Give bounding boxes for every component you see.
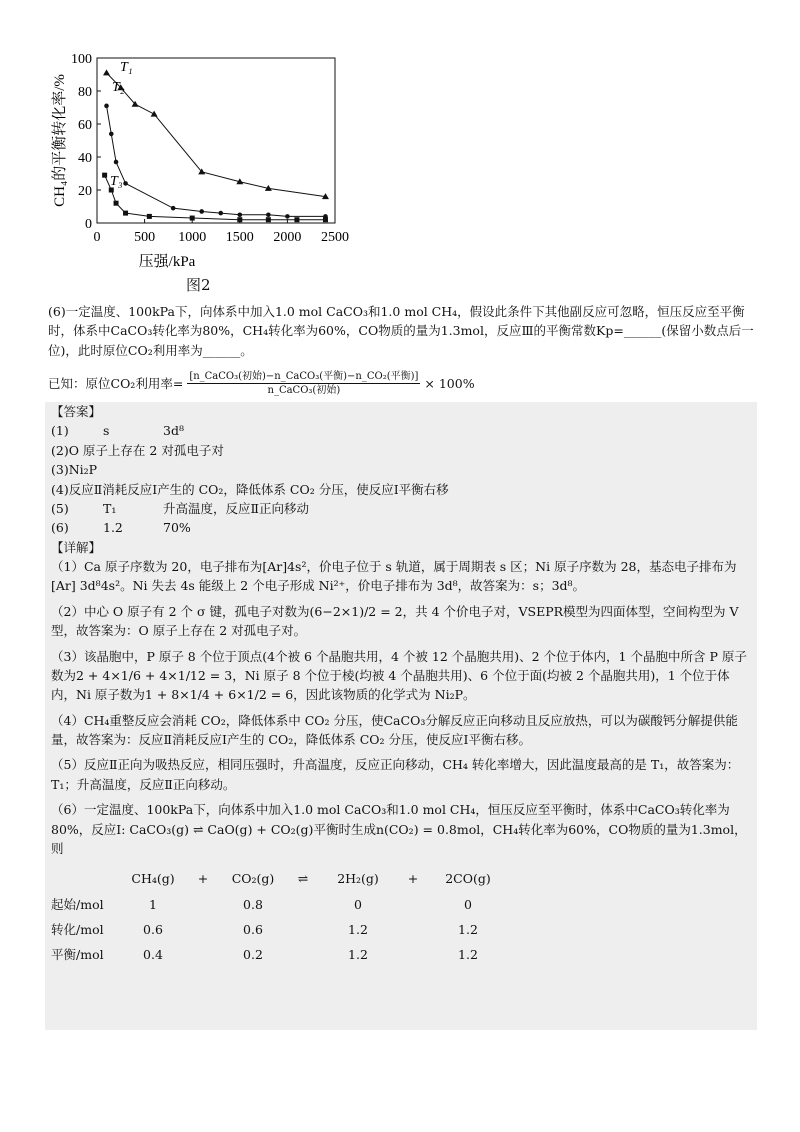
data-point (285, 214, 290, 219)
formula-fraction (187, 370, 420, 397)
formula-numerator: [n_CaCO₃(初始)−n_CaCO₃(平衡)−n_CO₂(平衡)] (189, 371, 419, 382)
series-label: T₂ (112, 80, 125, 95)
table-row (51, 892, 503, 917)
answer-row (51, 421, 751, 440)
detail-paragraph: （5）反应Ⅱ正向为吸热反应，相同压强时，升高温度，反应正向移动，CH₄ 转化率增大，因此温度最高的是 T₁，故答案为：T₁；升高温度，反应Ⅱ正向移动。 (51, 757, 740, 792)
x-axis-label: 压强/kPa (138, 254, 196, 270)
table-cell: 0 (354, 896, 362, 912)
table-cell (283, 917, 323, 942)
answer-row (51, 480, 751, 499)
answer-cell: (1) (51, 423, 69, 439)
table-cell (283, 892, 323, 917)
table-cell (183, 942, 223, 967)
data-point (323, 217, 328, 222)
table-cell: 起始/mol (51, 896, 104, 912)
table-cell (51, 866, 123, 891)
answer-cell: (4)反应Ⅱ消耗反应Ⅰ产生的 CO₂，降低体系 CO₂ 分压，使反应Ⅰ平衡右移 (51, 481, 449, 497)
answer-cell: s (103, 423, 110, 439)
data-point (190, 216, 195, 221)
data-point (218, 211, 223, 216)
table-row (51, 866, 503, 891)
answer-list (51, 421, 751, 537)
y-tick-label: 20 (78, 184, 92, 199)
detail-heading: 【详解】 (51, 539, 102, 555)
table-cell: 0.8 (243, 896, 263, 912)
x-tick-label: 0 (93, 230, 101, 245)
table-cell: 转化/mol (51, 922, 104, 937)
data-point (151, 111, 158, 117)
table-cell (183, 892, 223, 917)
y-tick-label: 40 (78, 151, 92, 166)
conversion-chart (50, 45, 350, 273)
x-tick-label: 2500 (321, 230, 349, 245)
formula-suffix: × 100% (424, 375, 475, 391)
plot-frame (97, 58, 335, 223)
table-cell: 2CO(g) (445, 871, 491, 887)
answer-cell: 升高温度，反应Ⅱ正向移动 (163, 500, 309, 516)
table-cell: 平衡/mol (51, 947, 104, 963)
table-cell: 0.6 (243, 922, 263, 937)
y-tick-label: 60 (78, 118, 92, 133)
table-cell (393, 892, 433, 917)
data-point (147, 214, 152, 219)
table-cell (183, 917, 223, 942)
data-point (114, 160, 119, 165)
data-point (102, 173, 107, 178)
formula-prefix: 已知：原位CO₂利用率= (48, 375, 184, 391)
data-point (237, 217, 242, 222)
answer-row (51, 499, 751, 518)
table-cell (283, 942, 323, 967)
table-cell: 1.2 (458, 922, 478, 937)
table-cell: 1 (149, 896, 157, 912)
answer-cell: (5) (51, 500, 69, 516)
data-point (266, 212, 271, 217)
detail-paragraph: （6）一定温度、100kPa下，向体系中加入1.0 mol CaCO₃和1.0 mol CH₄，恒压反应至平衡时，体系中CaCO₃转化率为80%，反应Ⅰ: CaCO₃(g) ⇌ CaO(g) + CO₂(g)平衡时生成n(CO₂) = 0.8mol，CH₄转化率为60%，CO物质的量为1.3mol，则 (51, 802, 747, 856)
answer-row (51, 460, 751, 479)
y-tick-label: 0 (85, 217, 92, 232)
answer-section (45, 402, 757, 1030)
table-cell: 1.2 (348, 922, 368, 937)
table-cell: 0.4 (143, 947, 163, 963)
series-line-1 (107, 73, 326, 197)
data-point (123, 211, 128, 216)
table-row (51, 942, 503, 967)
detail-list (51, 557, 751, 858)
detail-paragraph: （3）该晶胞中，P 原子 8 个位于顶点(4个被 6 个晶胞共用，4 个被 12 个晶胞共用)、2 个位于体内，1 个晶胞中所含 P 原子数为2 + 4×1/6 + 4×1/12 = 3，Ni 原子 8 个位于棱(均被 4 个晶胞共用)、6 个位于面(均被 2 个晶胞共用)，1 个位于体内，Ni 原子数为1 + 8×1/4 + 6×1/2 = 6，因此该物质的化学式为 Ni₂P。 (51, 648, 747, 703)
answer-cell: T₁ (103, 500, 117, 516)
series-label: T₃ (110, 174, 123, 189)
table-cell: + (197, 871, 209, 887)
data-point (123, 181, 128, 186)
table-row (51, 917, 503, 942)
data-point (114, 201, 119, 206)
detail-paragraph: （2）中心 O 原子有 2 个 σ 键，孤电子对数为(6−2×1)/2 = 2，共 4 个价电子对，VSEPR模型为四面体型，空间构型为 V 型，故答案为：O 原子上存在 2 对孤电子对。 (51, 603, 739, 639)
question-6: (6)一定温度、100kPa下，向体系中加入1.0 mol CaCO₃和1.0 mol CH₄，假设此条件下其他副反应可忽略，恒压反应至平衡时，体系中CaCO₃转化率为80%，CH₄转化率为60%，CO物质的量为1.3mol，反应Ⅲ的平衡常数Kp=______(保留小数点后一位)，此时原位CO₂利用率为______。 (48, 304, 754, 358)
x-tick-label: 1500 (225, 230, 254, 245)
answer-cell: (6) (51, 520, 69, 536)
x-tick-label: 500 (134, 230, 156, 245)
table-cell: 0 (464, 896, 472, 912)
table-cell: 1.2 (458, 947, 478, 963)
detail-paragraph: （1）Ca 原子序数为 20，电子排布为[Ar]4s²，价电子位于 s 轨道，属于周期表 s 区；Ni 原子序数为 28，基态电子排布为[Ar] 3d⁸4s²。Ni 失去 4s 能级上 2 个电子形成 Ni²⁺，价电子排布为 3d⁸，故答案为：s；3d⁸。 (51, 559, 737, 594)
table-cell: + (407, 871, 419, 887)
table-cell: 1.2 (348, 947, 368, 963)
answer-cell: (3)Ni₂P (51, 462, 98, 478)
data-point (199, 209, 204, 214)
utilization-formula (48, 370, 475, 397)
table-cell: CO₂(g) (231, 871, 275, 887)
table-cell: 0.6 (143, 922, 163, 937)
answer-cell: 3d⁸ (163, 423, 184, 439)
table-cell (393, 917, 433, 942)
series-label: T₁ (120, 60, 133, 75)
equilibrium-table (51, 866, 503, 968)
data-point (266, 217, 271, 222)
y-tick-label: 80 (78, 85, 92, 100)
data-point (109, 132, 114, 137)
data-point (238, 212, 243, 217)
table-cell: 2H₂(g) (337, 871, 379, 887)
formula-denominator: n_CaCO₃(初始) (267, 385, 341, 396)
detail-paragraph: （4）CH₄重整反应会消耗 CO₂，降低体系中 CO₂ 分压，使CaCO₃分解反应正向移动且反应放热，可以为碳酸钙分解提供能量，故答案为：反应Ⅱ消耗反应Ⅰ产生的 CO₂，降低体系 CO₂ 分压，使反应Ⅰ平衡右移。 (51, 712, 738, 747)
x-tick-label: 2000 (273, 230, 302, 245)
data-point (103, 69, 110, 75)
answer-cell: 1.2 (103, 520, 123, 536)
table-cell (393, 942, 433, 967)
answer-cell: (2)O 原子上存在 2 对孤电子对 (51, 442, 224, 458)
answer-row (51, 518, 751, 537)
series-line-2 (107, 106, 326, 217)
figure-caption: 图2 (186, 276, 211, 294)
answer-cell: 70% (163, 520, 191, 536)
table-cell: 0.2 (243, 947, 263, 963)
answer-row (51, 441, 751, 460)
data-point (171, 206, 176, 211)
y-axis-label: CH₄的平衡转化率/% (52, 74, 68, 207)
table-cell: CH₄(g) (131, 871, 175, 887)
answer-heading: 【答案】 (51, 404, 102, 419)
data-point (104, 104, 109, 109)
table-cell: ⇌ (297, 871, 309, 887)
y-tick-label: 100 (71, 52, 92, 67)
data-point (294, 217, 299, 222)
x-tick-label: 1000 (178, 230, 207, 245)
